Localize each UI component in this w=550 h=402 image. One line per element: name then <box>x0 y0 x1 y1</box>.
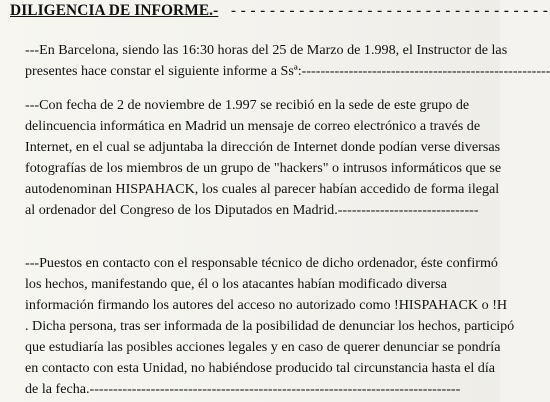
title-dashes: - - - - - - - - - - - - - - - - - - - - - - - - - - - - - - - - - <box>231 3 549 19</box>
paragraph-line: de la fecha.------------------------------------------------------------------------------- <box>25 381 461 397</box>
title-line <box>10 2 549 22</box>
paragraph-1 <box>25 40 550 82</box>
paragraph-2 <box>25 95 502 221</box>
paragraph-line: autodenominan HISPAHACK, los cuales al parecer habían accedido de forma ilegal <box>25 181 500 197</box>
paragraph-line: ---Puestos en contacto con el responsable técnico de dicho ordenador, éste confirmó <box>25 255 498 271</box>
paragraph-line: fotografías de los miembros de un grupo de "hackers" o intrusos informáticos que se <box>25 160 502 176</box>
document-title: DILIGENCIA DE INFORME.- <box>10 2 219 19</box>
paragraph-line: delincuencia informática en Madrid un mensaje de correo electrónico a través de <box>25 118 481 134</box>
paragraph-line: los hechos, manifestando que, él o los atacantes habían modificado diversa <box>25 276 447 292</box>
paragraph-line: Internet, en el cual se adjuntaba la dirección de Internet donde podían verse diversas <box>25 139 501 155</box>
paragraph-line: en contacto con esta Unidad, no habiéndose producido tal circunstancia hasta el día <box>25 360 496 376</box>
paragraph-line: presentes hace constar el siguiente informe a Ssª:----------------------------------------------------- <box>25 63 550 79</box>
paragraph-line: que estudiaría las posibles acciones legales y en caso de querer denunciar se pondría <box>25 339 501 355</box>
paragraph-3 <box>25 253 515 400</box>
paragraph-line: ---En Barcelona, siendo las 16:30 horas del 25 de Marzo de 1.998, el Instructor de las <box>25 42 508 58</box>
paragraph-line: al ordenador del Congreso de los Diputados en Madrid.------------------------------ <box>25 202 479 218</box>
paragraph-line: información firmando los autores del acceso no autorizado como !HISPAHACK o !H <box>25 297 508 313</box>
paragraph-line: . Dicha persona, tras ser informada de la posibilidad de denunciar los hechos, participó <box>25 318 515 334</box>
paragraph-line: ---Con fecha de 2 de noviembre de 1.997 se recibió en la sede de este grupo de <box>25 97 470 113</box>
